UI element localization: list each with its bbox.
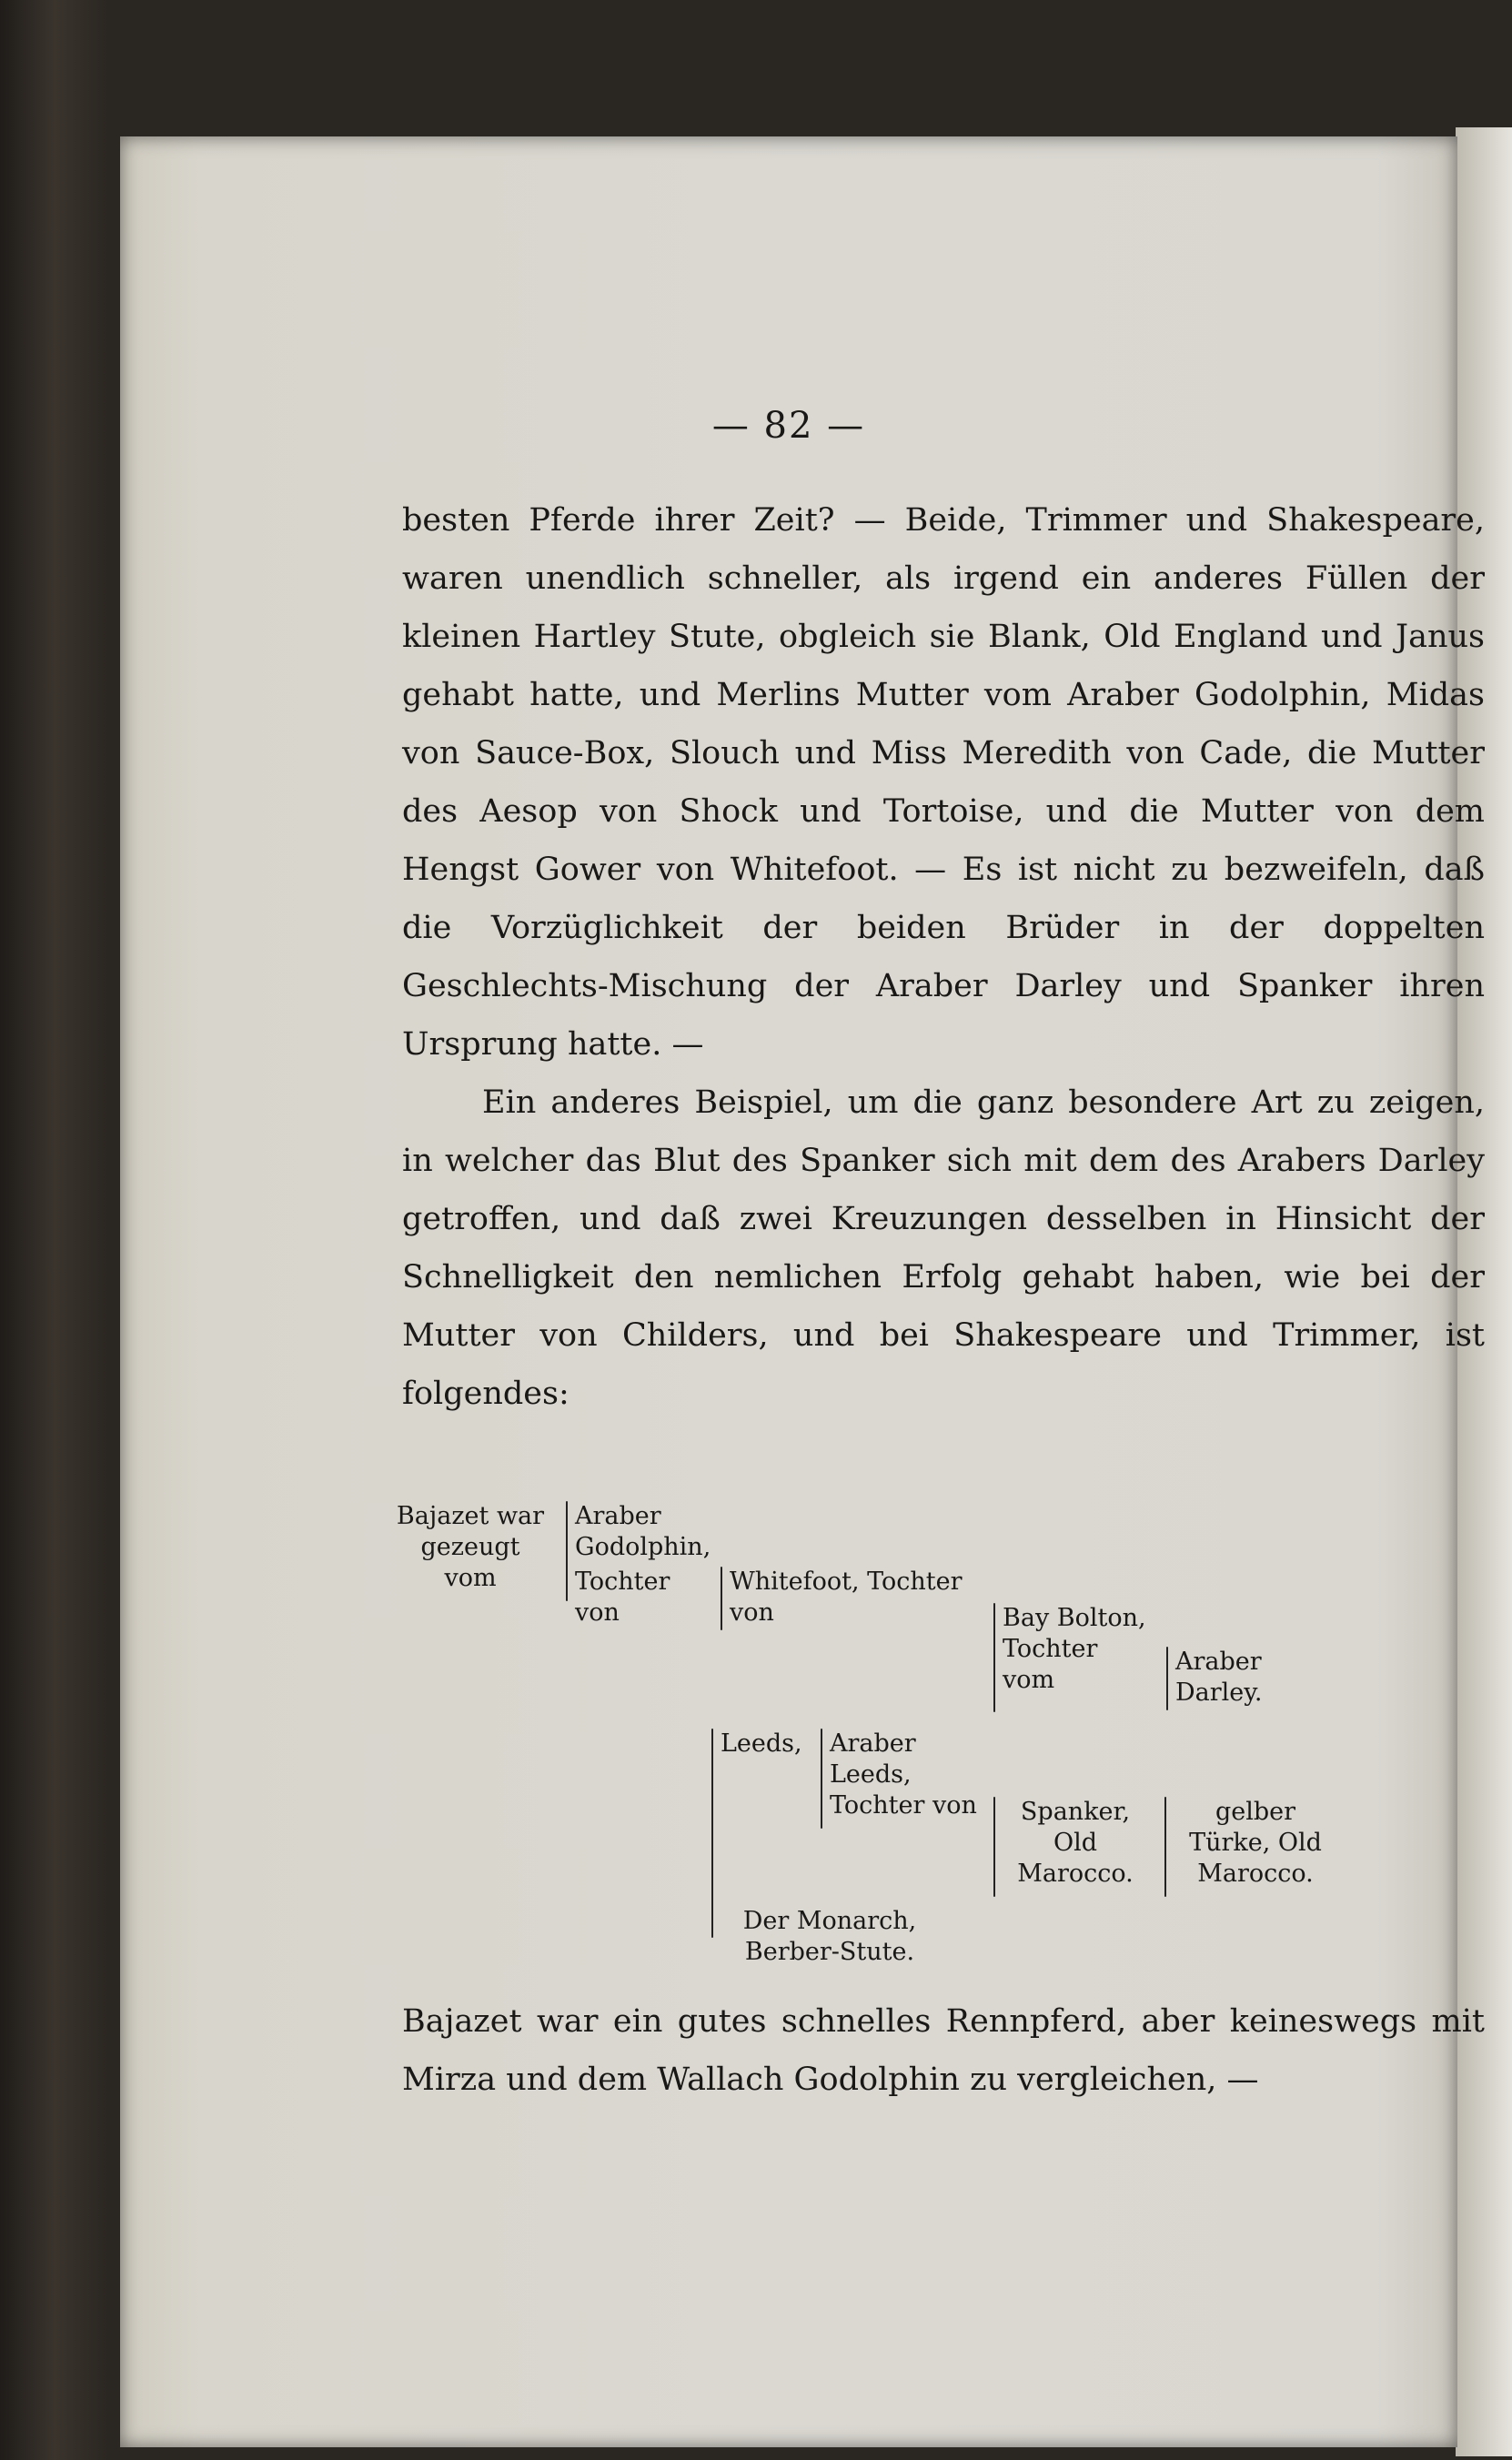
brace-6	[821, 1729, 822, 1829]
brace-7	[993, 1797, 995, 1897]
brace-1	[566, 1501, 568, 1601]
paragraph-3: Bajazet war ein gutes schnelles Rennpferd, aber keineswegs mit Mirza und dem Wallach Godolphin zu vergleichen, —	[402, 2003, 1485, 2098]
page-number: — 82 —	[711, 405, 866, 447]
pedigree-leeds: Leeds,	[721, 1729, 802, 1758]
pedigree-araber-darley: Araber Darley.	[1175, 1648, 1263, 1707]
pedigree-bay-bolton: Bay Bolton, Tochter vom	[1003, 1604, 1146, 1694]
pedigree-gelber-tuerke: gelber Türke, Old Marocco.	[1189, 1798, 1322, 1888]
pedigree-araber-leeds: Araber Leeds, Tochter von	[830, 1729, 977, 1820]
pedigree-tochter-von: Tochter von	[575, 1568, 670, 1627]
pedigree-monarch: Der Monarch, Berber-Stute.	[742, 1907, 917, 1966]
pedigree-bajazet: Bajazet war gezeugt vom	[396, 1502, 545, 1592]
paragraph-1: besten Pferde ihrer Zeit? — Beide, Trimmer und Shakespeare, waren unendlich schneller, als irgend ein anderes Füllen der kleinen Hartley Stute, obgleich sie Blank, Old England und Janus gehabt hatte, und Merlins Mutter vom Araber Godolphin, Midas von Sauce-Box, Slouch und Miss Meredith von Cade, die Mutter des Aesop von Shock und Tortoise, und die Mutter von dem Hengst Gower von Whitefoot. — Es ist nicht zu bezweifeln, daß die Vorzüglichkeit der beiden Brüder in der doppelten Geschlechts-Mischung der Araber Darley und Spanker ihren Ursprung hatte. —	[402, 502, 1485, 1063]
pedigree-spanker: Spanker, Old Marocco.	[1017, 1798, 1134, 1888]
brace-2	[721, 1567, 722, 1630]
main-text	[402, 491, 1485, 1423]
paragraph-2: Ein anderes Beispiel, um die ganz besondere Art zu zeigen, in welcher das Blut des Spanker sich mit dem des Arabers Darley getroffen, und daß zwei Kreuzungen desselben in Hinsicht der Schnelligkeit den nemlichen Erfolg gehabt haben, wie bei der Mutter von Childers, und bei Shakespeare und Trimmer, ist folgendes:	[402, 1084, 1485, 1412]
pedigree-araber-godolphin: Araber Godolphin,	[575, 1502, 711, 1561]
brace-4	[1166, 1647, 1168, 1710]
pedigree-whitefoot: Whitefoot, Tochter von	[730, 1568, 963, 1627]
brace-8	[1164, 1797, 1166, 1897]
book-page	[120, 136, 1485, 2447]
brace-5	[711, 1729, 713, 1938]
brace-3	[993, 1603, 995, 1712]
